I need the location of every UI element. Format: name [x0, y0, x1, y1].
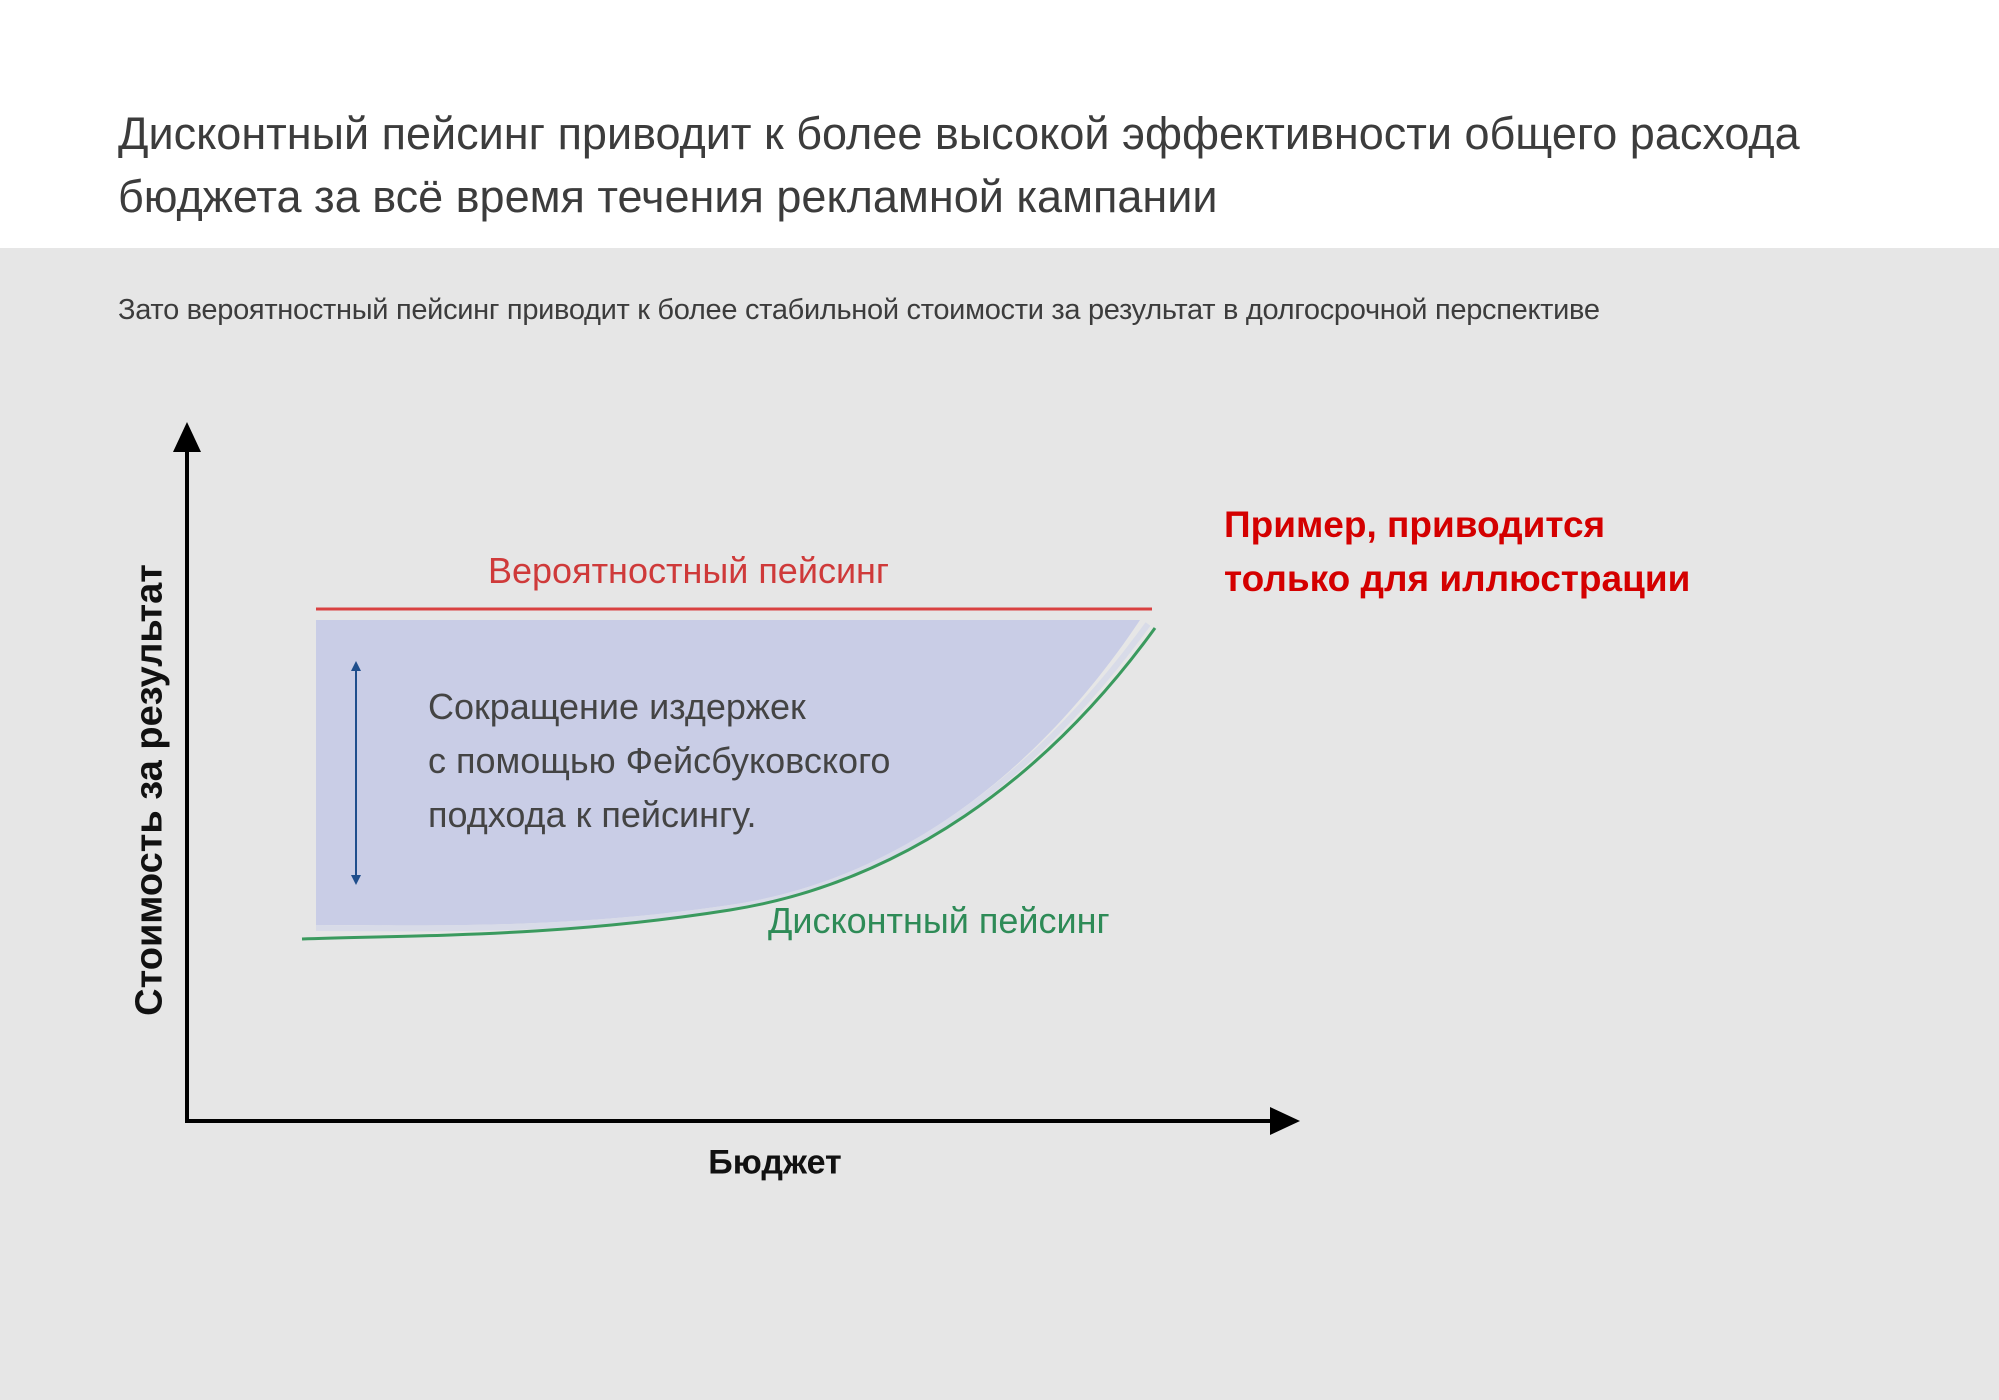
discount-pacing-label: Дисконтный пейсинг	[768, 900, 1110, 941]
note-line-1: Пример, приводится	[1224, 504, 1606, 545]
y-axis-label: Стоимость за результат	[128, 564, 171, 1016]
illustration-note	[1224, 498, 1944, 606]
x-axis-arrowhead	[1270, 1107, 1300, 1135]
savings-annotation	[428, 680, 988, 842]
subtitle: Зато вероятностный пейсинг приводит к более стабильной стоимости за результат в долгосрочной перспективе	[118, 294, 1600, 326]
savings-line-2: с помощью Фейсбуковского	[428, 740, 891, 781]
x-axis-label: Бюджет	[708, 1143, 842, 1182]
savings-line-1: Сокращение издержек	[428, 686, 806, 727]
y-axis-arrowhead	[173, 422, 201, 452]
savings-line-3: подхода к пейсингу.	[428, 794, 757, 835]
title-line-1: Дисконтный пейсинг приводит к более высокой эффективности общего расхода	[118, 108, 1800, 159]
title-line-2: бюджета за всё время течения рекламной кампании	[118, 171, 1218, 222]
probabilistic-pacing-label: Вероятностный пейсинг	[488, 550, 890, 591]
note-line-2: только для иллюстрации	[1224, 558, 1691, 599]
